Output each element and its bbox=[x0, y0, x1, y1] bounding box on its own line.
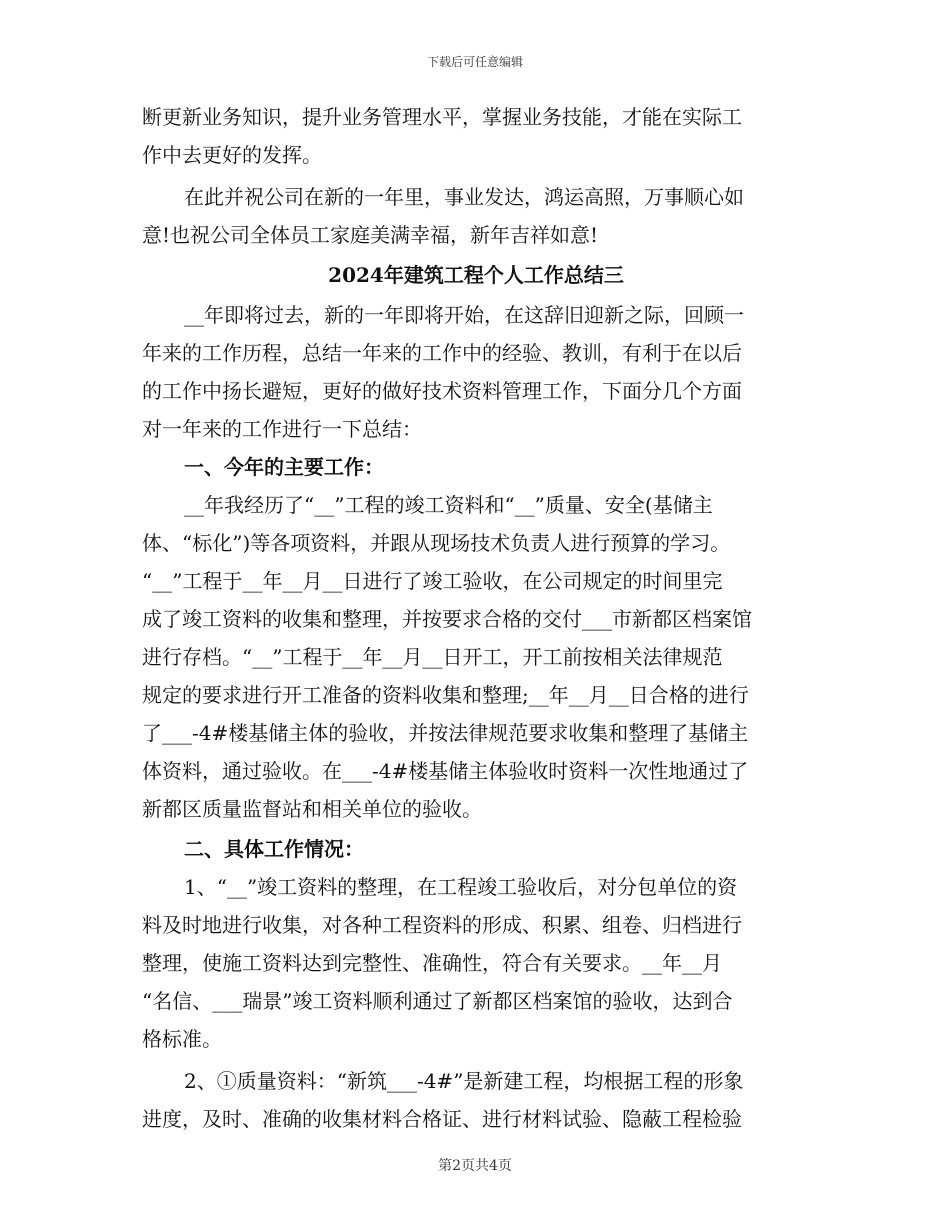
body-text-line: 在此并祝公司在新的一年里，事业发达，鸿运高照，万事顺心如 bbox=[184, 185, 744, 209]
page-header-note: 下载后可任意编辑 bbox=[426, 55, 523, 69]
body-text-line: __年我经历了“__”工程的竣工资料和“__”质量、安全(基储主 bbox=[184, 493, 713, 517]
body-text-line: 断更新业务知识，提升业务管理水平，掌握业务技能，才能在实际工 bbox=[142, 105, 742, 129]
body-text-line: 的工作中扬长避短，更好的做好技术资料管理工作，下面分几个方面 bbox=[142, 379, 742, 403]
body-text-line: 格标准。 bbox=[142, 1027, 222, 1051]
body-text-line: 成了竣工资料的收集和整理，并按要求合格的交付___市新都区档案馆 bbox=[142, 607, 752, 631]
body-text-line: 年来的工作历程，总结一年来的工作中的经验、教训，有利于在以后 bbox=[142, 341, 742, 365]
body-text-line: “名信、___瑞景”竣工资料顺利通过了新都区档案馆的验收，达到合 bbox=[142, 989, 733, 1013]
body-text-line: 整理，使施工资料达到完整性、准确性，符合有关要求。__年__月 bbox=[142, 951, 722, 975]
body-text-line: 作中去更好的发挥。 bbox=[142, 143, 322, 167]
body-text-line: 意!也祝公司全体员工家庭美满幸福，新年吉祥如意! bbox=[142, 223, 599, 247]
body-text-line: 1、“__”竣工资料的整理，在工程竣工验收后，对分包单位的资 bbox=[184, 875, 738, 899]
section-heading: 一、今年的主要工作： bbox=[184, 455, 384, 479]
body-text-line: 进度，及时、准确的收集材料合格证、进行材料试验、隐蔽工程检验 bbox=[142, 1107, 742, 1131]
page-footer-number: 第2页共4页 bbox=[438, 1158, 512, 1174]
section-heading: 二、具体工作情况： bbox=[184, 837, 364, 861]
body-text-line: 了___-4#楼基储主体的验收，并按法律规范要求收集和整理了基储主 bbox=[142, 721, 749, 745]
section-title: 2024年建筑工程个人工作总结三 bbox=[328, 263, 624, 287]
body-text-line: 料及时地进行收集，对各种工程资料的形成、积累、组卷、归档进行 bbox=[142, 913, 742, 937]
body-text-line: __年即将过去，新的一年即将开始，在这辞旧迎新之际，回顾一 bbox=[184, 303, 744, 327]
body-text-line: 进行存档。“__”工程于__年__月__日开工，开工前按相关法律规范 bbox=[142, 645, 723, 669]
body-text-line: 2、①质量资料：“新筑___-4#”是新建工程，均根据工程的形象 bbox=[184, 1069, 744, 1093]
body-text-line: 对一年来的工作进行一下总结： bbox=[142, 417, 422, 441]
body-text-line: 体、“标化”)等各项资料，并跟从现场技术负责人进行预算的学习。 bbox=[142, 531, 731, 555]
body-text-line: “__”工程于__年__月__日进行了竣工验收，在公司规定的时间里完 bbox=[142, 569, 723, 593]
body-text-line: 新都区质量监督站和相关单位的验收。 bbox=[142, 797, 482, 821]
body-text-line: 规定的要求进行开工准备的资料收集和整理;__年__月__日合格的进行 bbox=[142, 683, 749, 707]
body-text-line: 体资料，通过验收。在___-4#楼基储主体验收时资料一次性地通过了 bbox=[142, 759, 749, 783]
